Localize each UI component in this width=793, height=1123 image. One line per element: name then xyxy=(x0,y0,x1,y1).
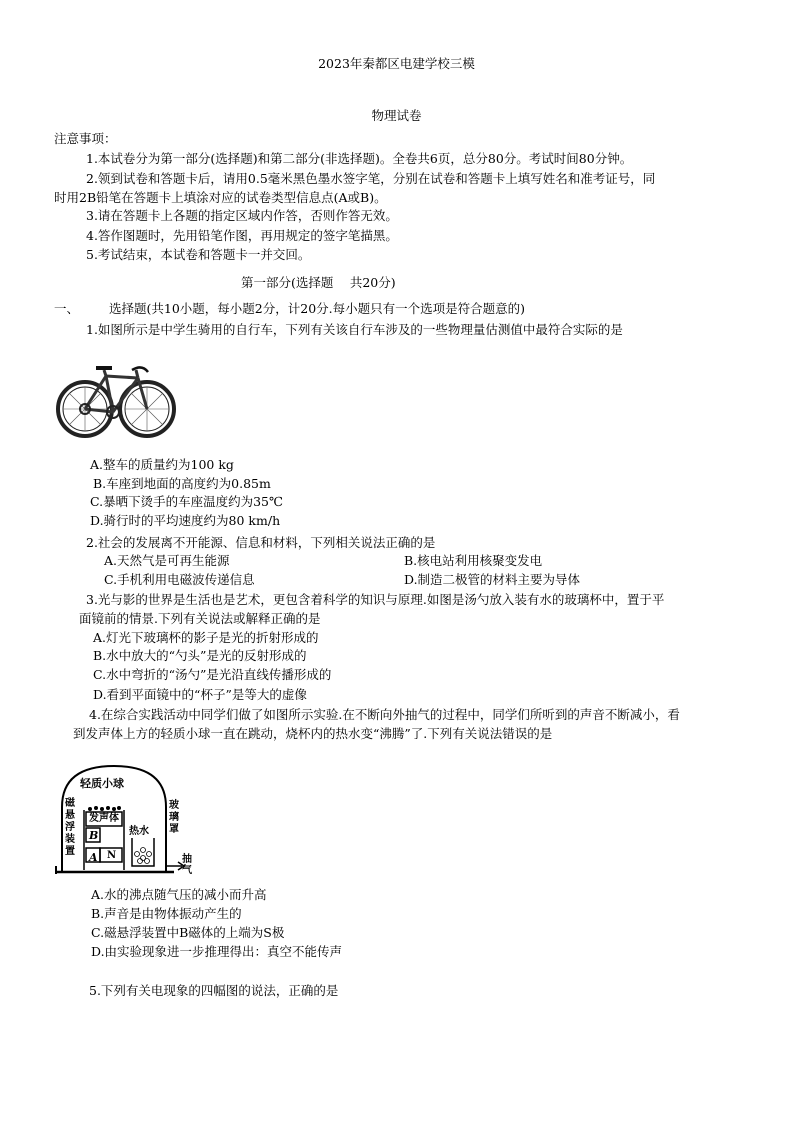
label-char: 气 xyxy=(182,865,192,876)
notice-item: 2.领到试卷和答题卡后，请用0.5毫米黑色墨水签字笔，分别在试卷和答题卡上填写姓名和准考证号，同 xyxy=(86,171,656,186)
option: B.车座到地面的高度约为0.85m xyxy=(93,476,271,491)
option: A.水的沸点随气压的减小而升高 xyxy=(91,887,267,902)
vacuum-experiment-figure xyxy=(54,762,194,882)
question-stem: 4.在综合实践活动中同学们做了如图所示实验.在不断向外抽气的过程中，同学们所听到的声音不断减小，看 xyxy=(89,707,680,722)
option: D.由实验现象进一步推理得出：真空不能传声 xyxy=(91,944,343,959)
label-char: 浮 xyxy=(65,822,75,833)
label-glass-cover xyxy=(169,800,179,836)
label-sound-body: 发声体 xyxy=(89,813,119,824)
question-stem: 1.如图所示是中学生骑用的自行车，下列有关该自行车涉及的一些物理量估测值中最符合实际的是 xyxy=(86,322,623,337)
label-char: 抽 xyxy=(182,854,192,865)
label-magnet-b: B xyxy=(89,829,99,842)
section-number: 一、 xyxy=(54,301,80,316)
notice-item: 5.考试结束，本试卷和答题卡一并交回。 xyxy=(86,247,311,262)
part-title: 第一部分(选择题 共20分) xyxy=(241,275,396,290)
option: B.核电站利用核聚变发电 xyxy=(404,553,543,568)
notice-item: 1.本试卷分为第一部分(选择题)和第二部分(非选择题)。全卷共6页，总分80分。考试时间80分钟。 xyxy=(86,151,633,166)
label-char: 罩 xyxy=(169,824,179,835)
label-char: 悬 xyxy=(65,810,75,821)
notice-item: 4.答作图题时，先用铅笔作图，再用规定的签字笔描黑。 xyxy=(86,228,398,243)
option: A.天然气是可再生能源 xyxy=(104,553,230,568)
label-magnet-a: A xyxy=(89,851,98,864)
section-instructions: 选择题(共10小题，每小题2分，计20分.每小题只有一个选项是符合题意的) xyxy=(109,301,525,316)
option: B.水中放大的“勺头”是光的反射形成的 xyxy=(93,648,307,663)
notice-item: 时用2B铅笔在答题卡上填涂对应的试卷类型信息点(A或B)。 xyxy=(54,190,387,205)
label-char: 装 xyxy=(65,834,75,845)
question-stem: 3.光与影的世界是生活也是艺术，更包含着科学的知识与原理.如图是汤勺放入装有水的玻璃杯中，置于平 xyxy=(86,592,665,607)
option: B.声音是由物体振动产生的 xyxy=(91,906,242,921)
label-char: 置 xyxy=(65,846,75,857)
label-char: 璃 xyxy=(169,812,179,823)
option: A.灯光下玻璃杯的影子是光的折射形成的 xyxy=(93,630,319,645)
label-char: 玻 xyxy=(169,800,179,811)
option: C.磁悬浮装置中B磁体的上端为S极 xyxy=(91,925,285,940)
question-stem: 面镜前的情景.下列有关说法或解释正确的是 xyxy=(79,611,321,626)
option: D.骑行时的平均速度约为80 km/h xyxy=(90,513,281,528)
option: A.整车的质量约为100 kg xyxy=(90,457,234,472)
label-light-ball: 轻质小球 xyxy=(80,777,124,790)
bicycle-figure xyxy=(56,346,178,448)
option: C.暴晒下烫手的车座温度约为35℃ xyxy=(90,494,283,509)
question-stem: 到发声体上方的轻质小球一直在跳动，烧杯内的热水变“沸腾”了.下列有关说法错误的是 xyxy=(73,726,553,741)
subject-title: 物理试卷 xyxy=(371,108,422,123)
school-title: 2023年秦都区电建学校三模 xyxy=(318,56,475,71)
question-stem: 2.社会的发展离不开能源、信息和材料，下列相关说法正确的是 xyxy=(86,535,436,550)
option: D.看到平面镜中的“杯子”是等大的虚像 xyxy=(93,687,307,702)
notice-item: 3.请在答题卡上各题的指定区域内作答，否则作答无效。 xyxy=(86,208,398,223)
label-pump-air xyxy=(182,854,192,876)
label-pole-n: N xyxy=(107,850,117,861)
option: D.制造二极管的材料主要为导体 xyxy=(404,572,581,587)
notice-heading: 注意事项： xyxy=(54,131,117,146)
label-maglev-device xyxy=(65,798,75,858)
question-stem: 5.下列有关电现象的四幅图的说法，正确的是 xyxy=(89,983,339,998)
option: C.水中弯折的“汤勺”是光沿直线传播形成的 xyxy=(93,667,332,682)
label-hot-water: 热水 xyxy=(129,826,149,837)
option: C.手机利用电磁波传递信息 xyxy=(104,572,255,587)
label-char: 磁 xyxy=(65,798,75,809)
